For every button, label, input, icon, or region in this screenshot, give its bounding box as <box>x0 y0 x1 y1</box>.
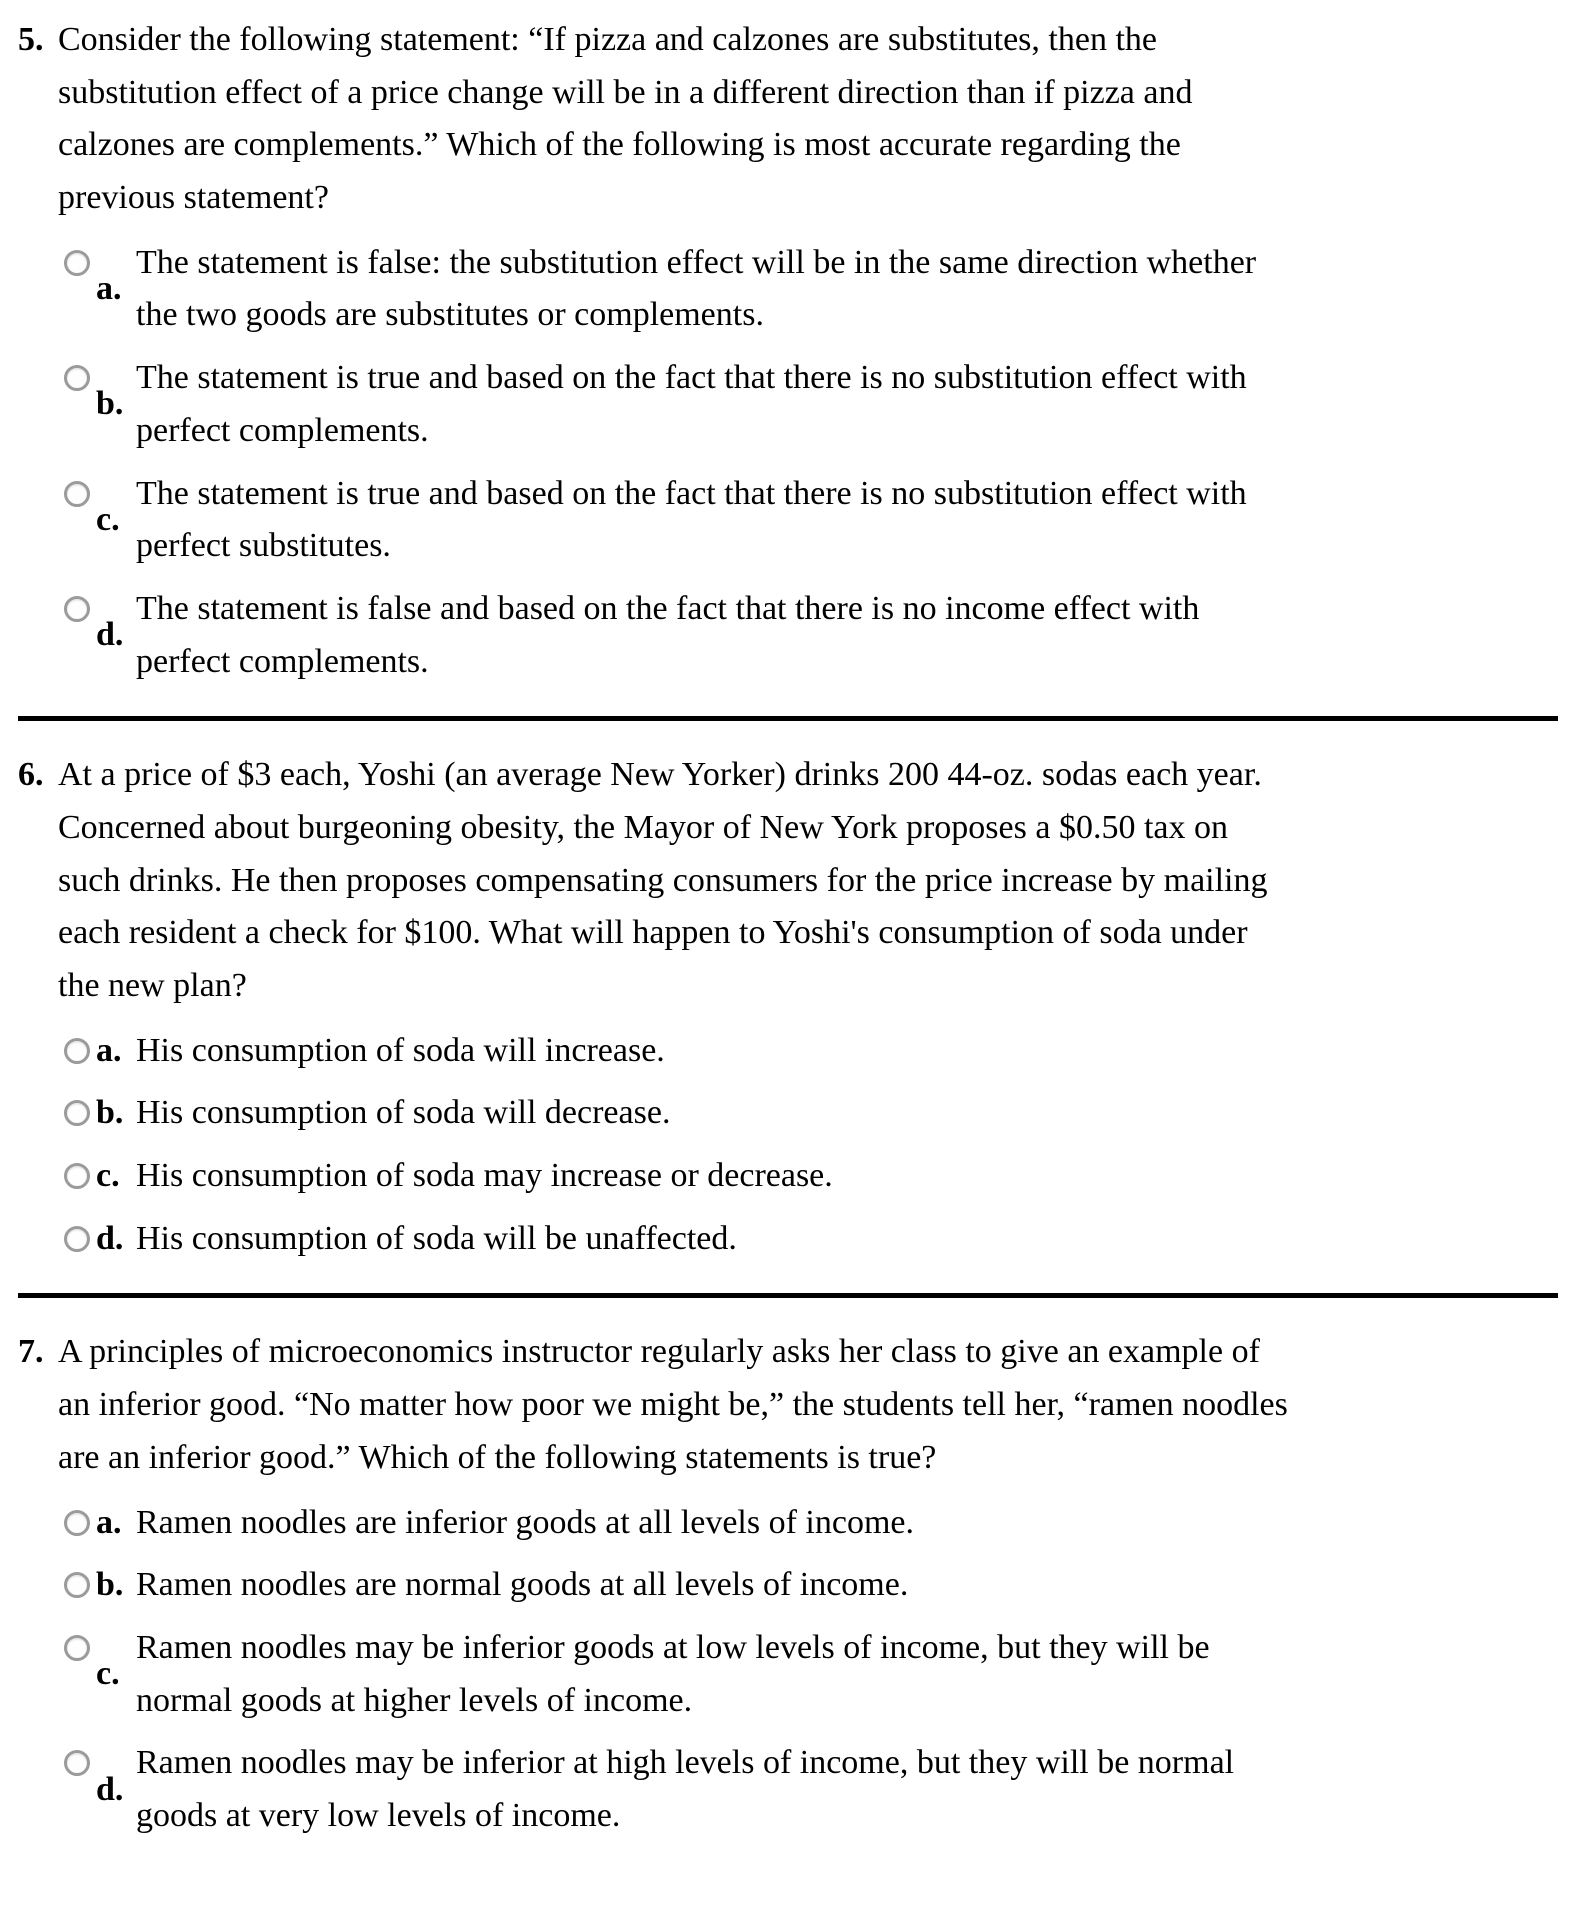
question-header <box>18 14 1558 225</box>
option-row-c <box>64 1622 1558 1727</box>
radio-button[interactable] <box>64 481 90 507</box>
option-text: The statement is true and based on the fact that there is no substitution effect with perfect complements. <box>136 359 1247 449</box>
radio-button[interactable] <box>64 596 90 622</box>
radio-button[interactable] <box>64 250 90 276</box>
radio-button[interactable] <box>64 1572 90 1598</box>
option-row-d <box>64 1737 1558 1842</box>
option-letter: c. <box>96 500 120 538</box>
question-5 <box>18 14 1558 688</box>
question-number: 7. <box>18 1333 44 1371</box>
option-text: Ramen noodles are normal goods at all levels of income. <box>136 1566 909 1604</box>
option-row-b <box>64 1559 1558 1612</box>
option-text: The statement is true and based on the fact that there is no substitution effect with perfect substitutes. <box>136 474 1247 565</box>
option-letter: d. <box>96 1770 124 1808</box>
option-text: The statement is false: the substitution effect will be in the same direction whether the two goods are substitutes or complements. <box>136 243 1257 334</box>
section-divider <box>18 1293 1558 1298</box>
option-row-c <box>64 468 1558 573</box>
question-number: 5. <box>18 21 44 58</box>
option-text: His consumption of soda will increase. <box>136 1031 665 1069</box>
radio-button[interactable] <box>64 1750 90 1776</box>
question-text: A principles of microeconomics instructor regularly asks her class to give an example of an inferior good. “No matter how poor we might be,” the students tell her, “ramen noodles are an inferior good.” Which of the following statements is true? <box>58 1333 1288 1476</box>
option-text: The statement is false and based on the fact that there is no income effect with perfect complements. <box>136 589 1200 680</box>
option-text: Ramen noodles are inferior goods at all levels of income. <box>136 1503 914 1541</box>
question-text: Consider the following statement: “If pizza and calzones are substitutes, then the substitution effect of a price change will be in a different direction than if pizza and calzones are complements.” Which of the following is most accurate regarding the previous statement? <box>58 21 1193 217</box>
options-group <box>18 237 1558 689</box>
option-letter: d. <box>96 1219 124 1257</box>
radio-button[interactable] <box>64 1635 90 1661</box>
options-group <box>18 1025 1558 1266</box>
radio-button[interactable] <box>64 1226 90 1252</box>
section-divider <box>18 716 1558 721</box>
option-text: Ramen noodles may be inferior goods at low levels of income, but they will be normal goods at higher levels of income. <box>136 1628 1210 1719</box>
question-text: At a price of $3 each, Yoshi (an average New Yorker) drinks 200 44-oz. sodas each year. Concerned about burgeoning obesity, the Mayor of New York proposes a $0.50 tax on such drinks. He then proposes compensating consumers for the price increase by mailing each resident a check for $100. What will happen to Yoshi's consumption of soda under the new plan? <box>58 756 1268 1004</box>
radio-button[interactable] <box>64 1100 90 1126</box>
radio-button[interactable] <box>64 1163 90 1189</box>
option-letter: b. <box>96 1566 124 1604</box>
option-letter: a. <box>96 1503 122 1541</box>
question-header <box>18 749 1558 1012</box>
radio-button[interactable] <box>64 1038 90 1064</box>
radio-button[interactable] <box>64 1510 90 1536</box>
option-letter: d. <box>96 616 124 654</box>
option-text: His consumption of soda will be unaffected. <box>136 1219 737 1257</box>
options-group <box>18 1497 1558 1843</box>
option-letter: c. <box>96 1157 120 1195</box>
option-row-a <box>64 1497 1558 1550</box>
option-text: Ramen noodles may be inferior at high levels of income, but they will be normal goods at very low levels of income. <box>136 1744 1235 1834</box>
option-row-c <box>64 1150 1558 1203</box>
option-row-b <box>64 352 1558 457</box>
option-row-b <box>64 1087 1558 1140</box>
radio-button[interactable] <box>64 365 90 391</box>
question-7 <box>18 1326 1558 1842</box>
option-text: His consumption of soda will decrease. <box>136 1094 671 1132</box>
option-letter: b. <box>96 1094 124 1132</box>
question-header <box>18 1326 1558 1484</box>
question-number: 6. <box>18 756 44 794</box>
option-row-d <box>64 583 1558 688</box>
option-text: His consumption of soda may increase or decrease. <box>136 1157 833 1195</box>
option-row-d <box>64 1213 1558 1266</box>
option-row-a <box>64 1025 1558 1078</box>
option-letter: c. <box>96 1655 120 1693</box>
option-row-a <box>64 237 1558 342</box>
option-letter: a. <box>96 270 122 308</box>
question-6 <box>18 749 1558 1265</box>
option-letter: b. <box>96 385 124 423</box>
option-letter: a. <box>96 1031 122 1069</box>
